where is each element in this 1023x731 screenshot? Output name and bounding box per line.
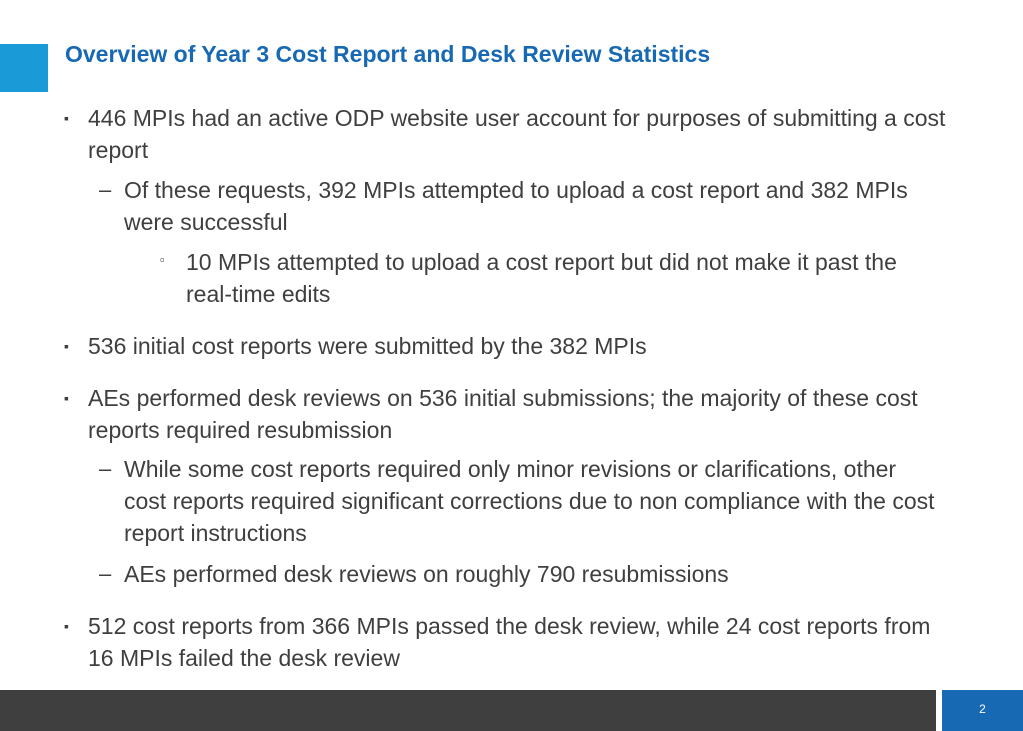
square-bullet-icon: ▪ xyxy=(64,390,69,406)
hollow-square-bullet-icon: ▫ xyxy=(160,252,165,267)
square-bullet-icon: ▪ xyxy=(64,338,69,354)
dash-bullet-icon: – xyxy=(99,177,112,202)
sub-bullet-item xyxy=(99,558,944,590)
bullet-item xyxy=(64,382,948,446)
bullet-text: 512 cost reports from 366 MPIs passed the desk review, while 24 cost reports from 16 MPIs failed the desk review xyxy=(88,613,931,671)
sub-bullet-item xyxy=(99,174,944,238)
bullet-text: Of these requests, 392 MPIs attempted to upload a cost report and 382 MPIs were successful xyxy=(124,177,908,235)
sub-bullet-item xyxy=(99,453,944,549)
sub-sub-bullet-item xyxy=(160,246,946,310)
footer-bar xyxy=(0,690,936,731)
bullet-text: AEs performed desk reviews on roughly 790 resubmissions xyxy=(124,561,729,587)
dash-bullet-icon: – xyxy=(99,561,112,586)
bullet-text: 10 MPIs attempted to upload a cost report but did not make it past the real-time edits xyxy=(186,249,897,307)
square-bullet-icon: ▪ xyxy=(64,110,69,126)
bullet-text: AEs performed desk reviews on 536 initial submissions; the majority of these cost reports required resubmission xyxy=(88,385,918,443)
slide-title: Overview of Year 3 Cost Report and Desk Review Statistics xyxy=(65,41,711,67)
bullet-text: While some cost reports required only minor revisions or clarifications, other cost reports required significant corrections due to non compliance with the cost report instructions xyxy=(124,456,935,546)
bullet-item xyxy=(64,610,948,674)
bullet-text: 446 MPIs had an active ODP website user account for purposes of submitting a cost report xyxy=(88,105,946,163)
square-bullet-icon: ▪ xyxy=(64,618,69,634)
bullet-item xyxy=(64,330,948,362)
page-number: 2 xyxy=(979,702,986,716)
dash-bullet-icon: – xyxy=(99,456,112,481)
bullet-text: 536 initial cost reports were submitted by the 382 MPIs xyxy=(88,333,647,359)
bullet-item xyxy=(64,102,948,166)
